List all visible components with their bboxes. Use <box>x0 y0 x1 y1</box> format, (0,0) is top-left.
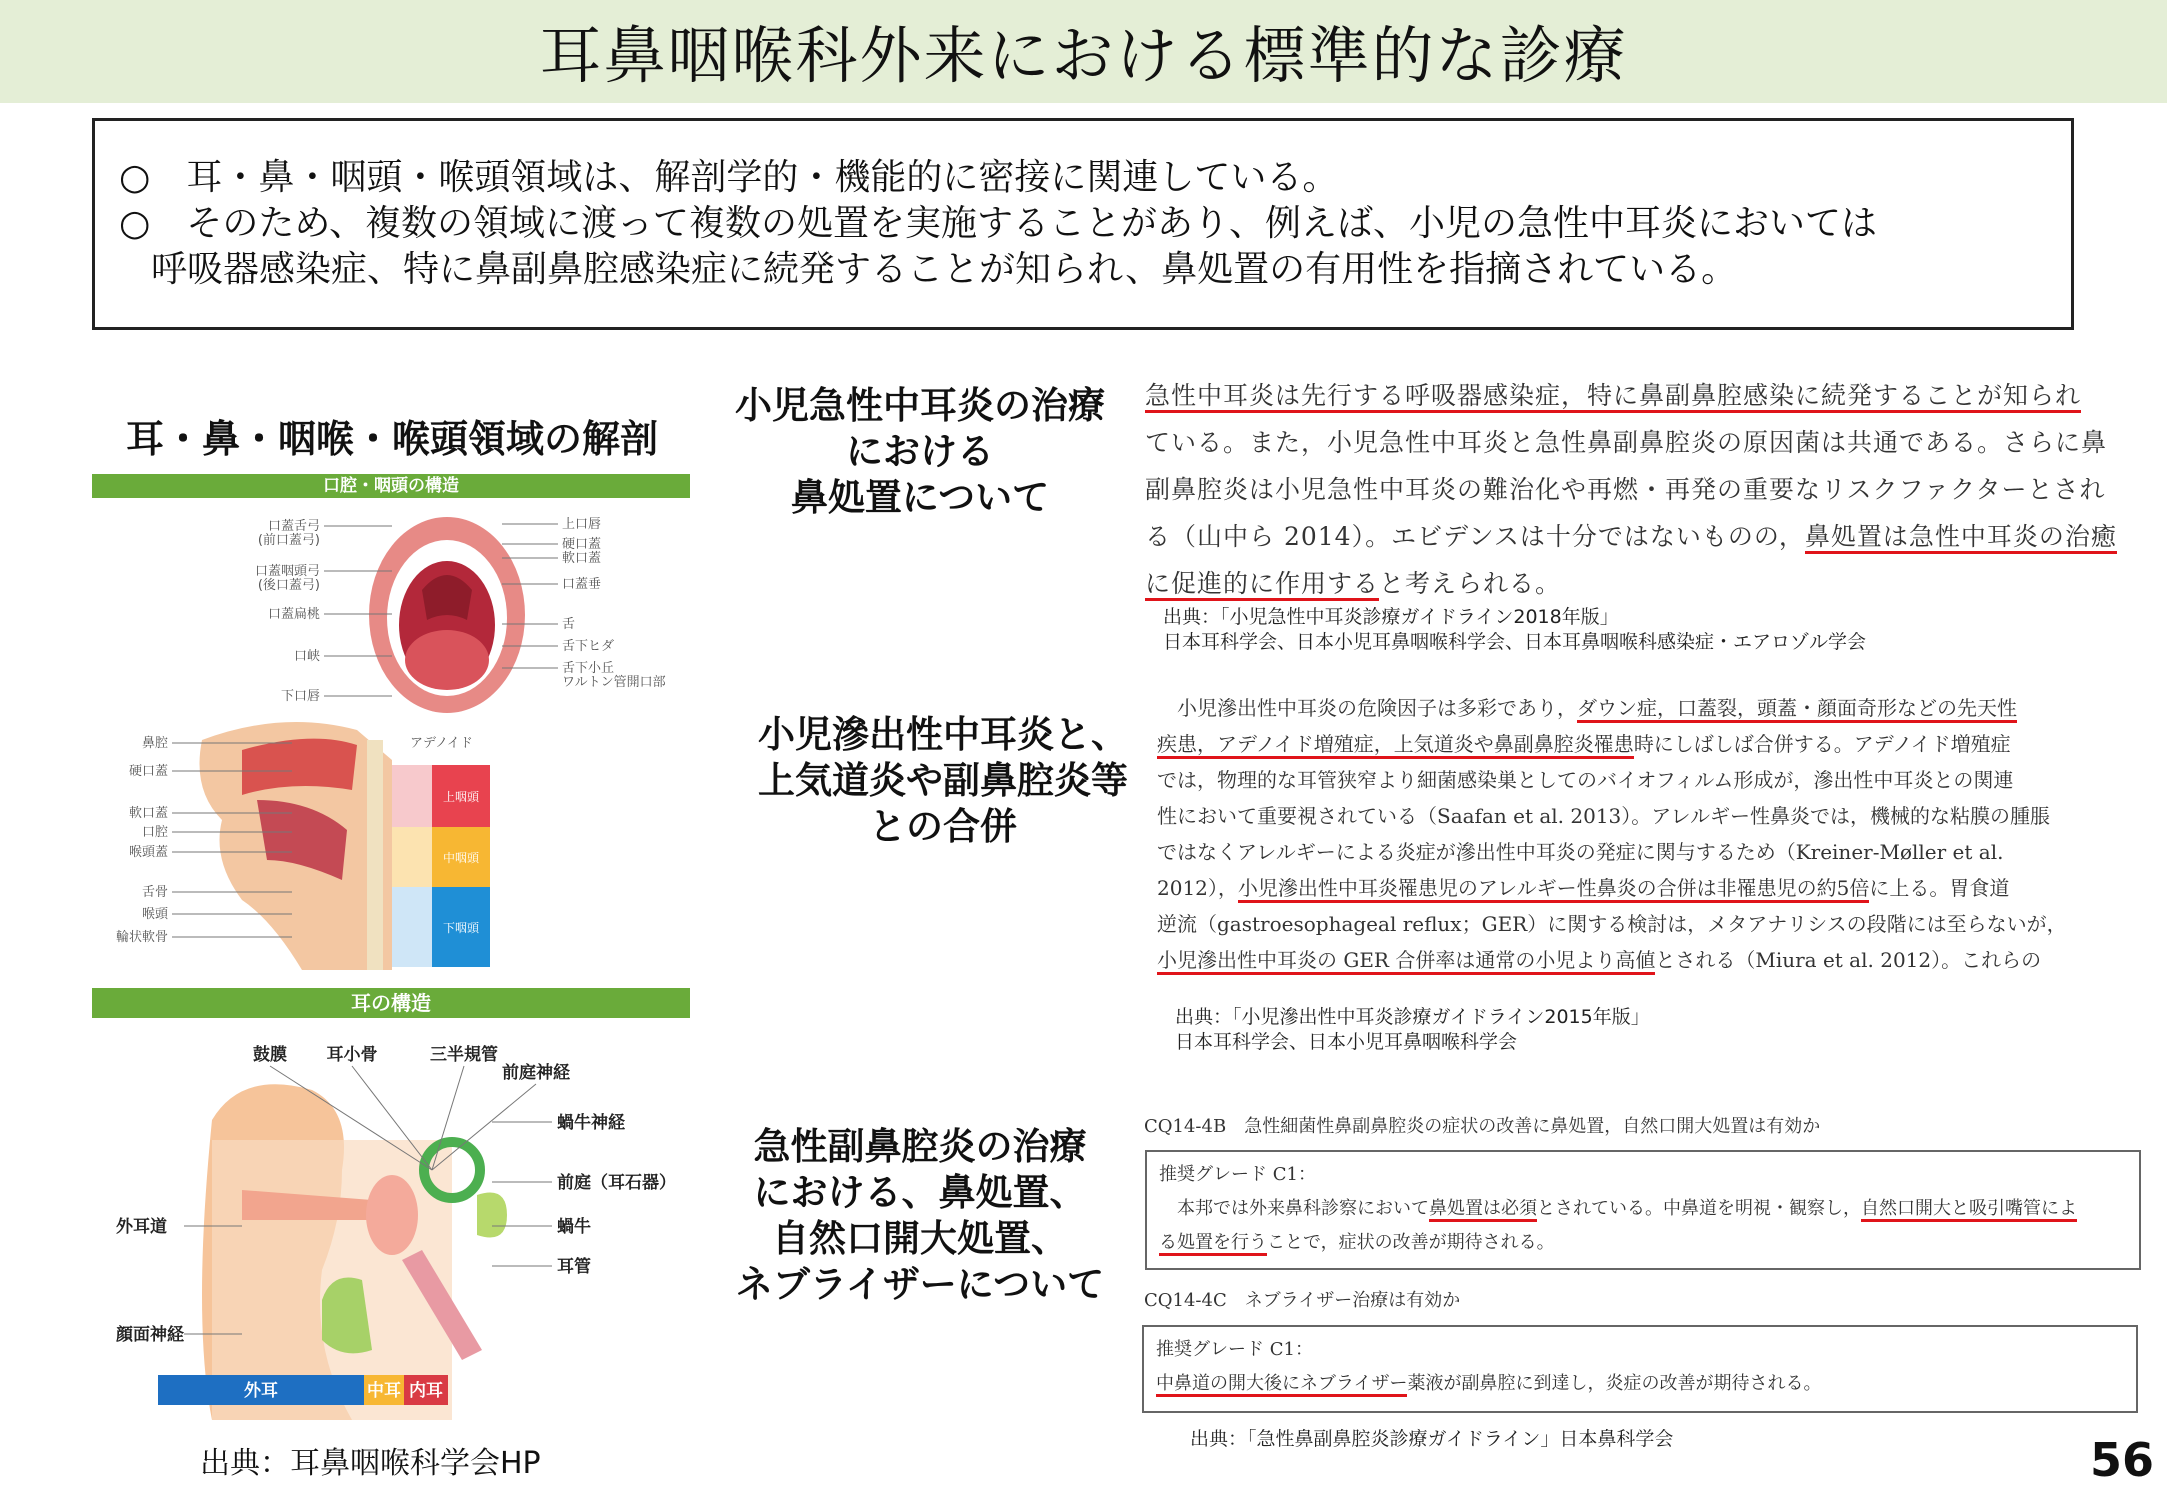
highlight-underline: ダウン症，口蓋裂，頭蓋・顔面奇形などの先天性 <box>1577 696 2017 723</box>
anatomy-label: 外耳道 <box>116 1217 167 1237</box>
ear-illustration <box>92 1020 692 1425</box>
anatomy-source: 出典：耳鼻咽喉科学会HP <box>200 1446 541 1481</box>
highlight-underline: 鼻処置は必須 <box>1429 1198 1537 1222</box>
anatomy-label: 硬口蓋 <box>128 764 168 779</box>
band-middle-pharynx: 中咽頭 <box>442 851 480 865</box>
anatomy-label: ワルトン管開口部 <box>562 675 666 690</box>
quote-line: に促進的に作用すると考えられる。 <box>1145 560 2117 607</box>
section1-heading-line: 鼻処置について <box>790 476 1050 519</box>
quote-line: 2012），小児滲出性中耳炎罹患児のアレルギー性鼻炎の合併は非罹患児の約5倍に上る。胃食道 <box>1157 870 2067 906</box>
section3-heading-line: ネブライザーについて <box>735 1263 1105 1306</box>
recommendation-box-2 <box>1142 1325 2138 1413</box>
summary-box <box>92 118 2074 330</box>
ear-structure-bar: 耳の構造 <box>92 988 690 1018</box>
section2-heading-line: 上気道炎や副鼻腔炎等 <box>758 759 1128 802</box>
box-line: 中鼻道の開大後にネブライザー薬液が副鼻腔に到達し，炎症の改善が期待される。 <box>1156 1367 2124 1401</box>
title-bar <box>0 0 2167 103</box>
citation-line: 出典：「小児滲出性中耳炎診療ガイドライン2015年版」 <box>1175 1006 1650 1028</box>
quote-line: ではなくアレルギーによる炎症が滲出性中耳炎の発症に関与するため（Kreiner-Møller et al. <box>1157 840 2004 864</box>
quote-line <box>1145 372 2117 419</box>
anatomy-label: 軟口蓋 <box>128 806 168 821</box>
anatomy-label: 蝸牛神経 <box>557 1113 625 1133</box>
anatomy-label: 舌 <box>562 617 576 632</box>
ear-labels-right <box>492 1112 676 1277</box>
section2-quote <box>1157 690 2067 978</box>
citation-line: 日本耳科学会、日本小児耳鼻咽喉科学会、日本耳鼻咽喉科感染症・エアロゾル学会 <box>1163 631 1867 653</box>
anatomy-label: 喉頭蓋 <box>128 845 168 860</box>
leader-line <box>432 1084 536 1170</box>
box-line: 本邦では外来鼻科診察において鼻処置は必須とされている。中鼻道を明視・観察し，自然口開大と吸引嘴管によ <box>1159 1192 2127 1226</box>
quote-line: では，物理的な耳管狭窄より細菌感染巣としてのバイオフィルム形成が，滲出性中耳炎との関連 <box>1157 768 2014 792</box>
ear-diagram <box>158 1084 507 1420</box>
highlight-underline: に促進的に作用する <box>1145 569 1379 601</box>
recommendation-box-1 <box>1145 1150 2141 1270</box>
anatomy-label: 前庭（耳石器） <box>557 1173 676 1193</box>
anatomy-label: 前庭神経 <box>502 1063 570 1083</box>
anatomy-label: 口腔 <box>141 825 168 840</box>
page-number: 56 <box>2090 1433 2155 1487</box>
anatomy-label: 舌下小丘 <box>562 661 615 676</box>
oral-pharynx-illustration <box>92 500 692 970</box>
citation-line: 出典：「小児急性中耳炎診療ガイドライン2018年版」 <box>1163 606 1619 628</box>
grade-label: 推奨グレード C1： <box>1156 1339 1313 1360</box>
anatomy-label: 上口唇 <box>562 517 602 532</box>
quote-line: ている。また，小児急性中耳炎と急性鼻副鼻腔炎の原因菌は共通である。さらに鼻 <box>1145 428 2108 457</box>
quote-line: 逆流（gastroesophageal reflux；GER）に関する検討は，メタアナリシスの段階には至らないが， <box>1157 912 2067 936</box>
citation-line: 日本耳科学会、日本小児耳鼻咽喉科学会 <box>1175 1031 1518 1053</box>
summary-bullet-1: ○ 耳・鼻・咽頭・喉頭領域は、解剖学的・機能的に密接に関連している。 <box>119 157 1339 198</box>
anatomy-label: 舌骨 <box>141 885 168 900</box>
anatomy-label: 口蓋垂 <box>562 577 602 592</box>
section2-heading-line: 小児滲出性中耳炎と、 <box>758 713 1128 756</box>
quote-line: 小児滲出性中耳炎の危険因子は多彩であり，ダウン症，口蓋裂，頭蓋・顔面奇形などの先天性 <box>1157 690 2067 726</box>
section3-citation: 出典：「急性鼻副鼻腔炎診療ガイドライン」日本鼻科学会 <box>1190 1428 1674 1450</box>
anatomy-label: 口蓋扁桃 <box>267 607 320 622</box>
grade-label: 推奨グレード C1： <box>1159 1164 1316 1185</box>
section2-heading-line: との合併 <box>869 805 1017 848</box>
adenoid-label: アデノイド <box>410 736 473 751</box>
anatomy-label: 下口唇 <box>280 689 320 704</box>
highlight-underline: 鼻処置は急性中耳炎の治癒 <box>1805 522 2117 554</box>
summary-bullet-2: ○ そのため、複数の領域に渡って複数の処置を実施することがあり、例えば、小児の急性中耳炎においては <box>119 203 1877 244</box>
anatomy-label: 三半規管 <box>430 1045 498 1065</box>
quote-line: 性において重要視されている（Saafan et al. 2013）。アレルギー性鼻炎では，機械的な粘膜の腫脹 <box>1157 804 2050 828</box>
section1-citation <box>1163 605 1866 655</box>
anatomy-label: 口蓋舌弓 <box>267 519 320 534</box>
mouth-diagram <box>369 517 525 713</box>
section1-heading-line: における <box>846 430 994 473</box>
ear-section-middle: 中耳 <box>367 1381 401 1401</box>
quote-line: る（山中ら 2014）。エビデンスは十分ではないものの，鼻処置は急性中耳炎の治癒 <box>1145 513 2117 560</box>
highlight-underline: 小児滲出性中耳炎罹患児のアレルギー性鼻炎の合併は非罹患児の約5倍 <box>1238 876 1869 903</box>
ear-section-outer: 外耳 <box>244 1381 278 1401</box>
highlight-underline: 急性中耳炎は先行する呼吸器感染症，特に鼻副鼻腔感染に続発することが知られ <box>1145 381 2081 413</box>
anatomy-label: 鼓膜 <box>253 1045 287 1065</box>
anatomy-label: (後口蓋弓) <box>257 578 320 593</box>
section3-heading-line: 自然口開大処置、 <box>772 1217 1068 1260</box>
anatomy-label: 蝸牛 <box>557 1217 591 1237</box>
section1-quote <box>1145 372 2117 607</box>
cq-14-4c: CQ14-4C ネブライザー治療は有効か <box>1144 1290 1461 1311</box>
section2-heading <box>733 712 1153 850</box>
anatomy-label: 耳小骨 <box>326 1045 378 1065</box>
anatomy-label: 口峡 <box>293 649 320 664</box>
oral-labels-right <box>502 517 666 690</box>
anatomy-heading: 耳・鼻・咽喉・喉頭領域の解剖 <box>125 417 658 461</box>
oral-structure-bar: 口腔・咽頭の構造 <box>92 474 690 498</box>
band-upper-pharynx: 上咽頭 <box>442 790 480 804</box>
section3-heading-line: における、鼻処置、 <box>753 1171 1087 1214</box>
section2-citation <box>1175 1005 1650 1055</box>
highlight-underline: 自然口開大と吸引嘴管によ <box>1861 1198 2077 1222</box>
band-lower-pharynx: 下咽頭 <box>442 921 480 935</box>
cq-14-4b: CQ14-4B 急性細菌性鼻副鼻腔炎の症状の改善に鼻処置，自然口開大処置は有効か <box>1144 1116 1821 1137</box>
box-line: る処置を行うことで，症状の改善が期待される。 <box>1159 1226 2127 1260</box>
section3-heading-line: 急性副鼻腔炎の治療 <box>753 1125 1087 1168</box>
anatomy-label: (前口蓋弓) <box>257 533 320 548</box>
highlight-underline: 小児滲出性中耳炎の GER 合併率は通常の小児より高値 <box>1157 948 1655 975</box>
anatomy-label: 耳管 <box>557 1257 591 1277</box>
highlight-underline: 中鼻道の開大後にネブライザー <box>1156 1373 1407 1397</box>
anatomy-label: 鼻腔 <box>141 736 168 751</box>
ear-section-inner: 内耳 <box>409 1381 443 1401</box>
quote-line: 疾患，アデノイド増殖症，上気道炎や鼻副鼻腔炎罹患時にしばしば合併する。アデノイド増殖症 <box>1157 726 2067 762</box>
anatomy-label: 舌下ヒダ <box>562 639 615 654</box>
highlight-underline: る処置を行う <box>1159 1232 1267 1256</box>
anatomy-label: 口蓋咽頭弓 <box>254 564 320 579</box>
quote-line: 小児滲出性中耳炎の GER 合併率は通常の小児より高値とされる（Miura et al. 2012）。これらの <box>1157 942 2067 978</box>
section1-heading-line: 小児急性中耳炎の治療 <box>735 384 1105 427</box>
anatomy-label: 顔面神経 <box>116 1325 184 1345</box>
anatomy-label: 硬口蓋 <box>562 537 602 552</box>
summary-bullet-2-continued: 呼吸器感染症、特に鼻副鼻腔感染症に続発することが知られ、鼻処置の有用性を指摘されている。 <box>151 249 1738 290</box>
anatomy-label: 輪状軟骨 <box>115 930 168 945</box>
anatomy-label: 軟口蓋 <box>562 551 602 566</box>
page-title: 耳鼻咽喉科外来における標準的な診療 <box>539 19 1628 92</box>
section1-heading <box>700 383 1140 521</box>
quote-line: 副鼻腔炎は小児急性中耳炎の難治化や再燃・再発の重要なリスクファクターとされ <box>1145 475 2106 504</box>
pharynx-diagram <box>200 722 491 970</box>
section3-heading <box>700 1124 1140 1308</box>
highlight-underline: 疾患，アデノイド増殖症，上気道炎や鼻副鼻腔炎罹患 <box>1157 732 1634 759</box>
anatomy-label: 喉頭 <box>141 907 168 922</box>
